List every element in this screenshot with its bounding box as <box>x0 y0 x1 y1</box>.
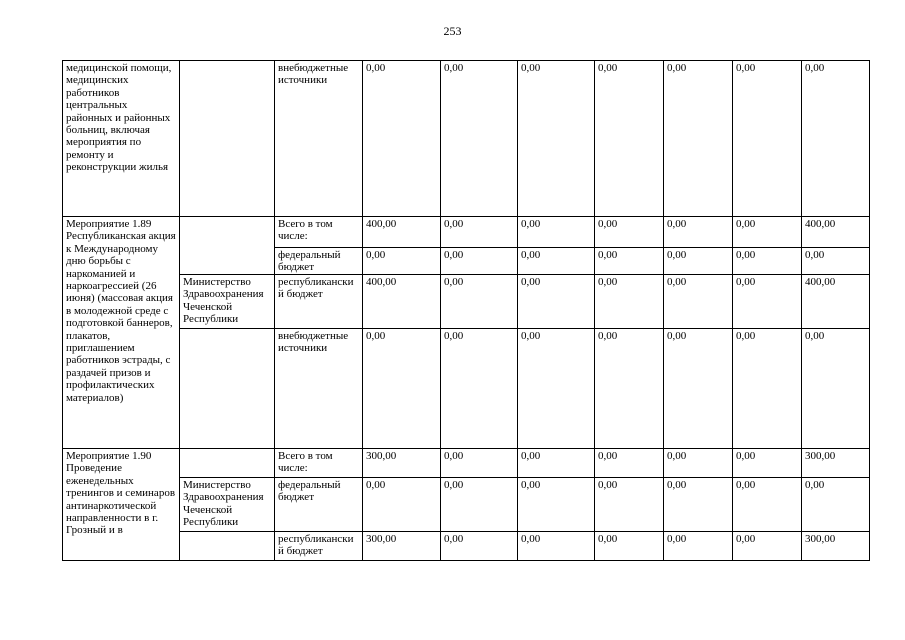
value-cell: 0,00 <box>733 248 802 275</box>
value-cell: 0,00 <box>733 478 802 532</box>
table-row <box>63 275 870 329</box>
value-cell: 0,00 <box>733 275 802 329</box>
executor-cell-empty <box>180 329 275 449</box>
funding-source-cell: республиканский бюджет <box>275 532 363 561</box>
value-cell: 0,00 <box>441 275 518 329</box>
value-cell: 0,00 <box>733 449 802 478</box>
value-cell: 0,00 <box>441 248 518 275</box>
value-cell: 0,00 <box>441 61 518 217</box>
value-cell: 400,00 <box>802 275 870 329</box>
value-cell: 0,00 <box>802 329 870 449</box>
value-cell: 0,00 <box>518 449 595 478</box>
value-cell: 300,00 <box>802 449 870 478</box>
value-cell: 0,00 <box>733 532 802 561</box>
value-cell: 400,00 <box>802 217 870 248</box>
executor-cell-empty <box>180 217 275 275</box>
measure-name-cell: Мероприятие 1.90 Проведение еженедельных тренингов и семинаров антинаркотической направленности в г. Грозный и в <box>63 449 180 561</box>
value-cell: 300,00 <box>363 532 441 561</box>
value-cell: 0,00 <box>664 217 733 248</box>
value-cell: 0,00 <box>441 478 518 532</box>
value-cell: 0,00 <box>441 449 518 478</box>
value-cell: 0,00 <box>363 61 441 217</box>
value-cell: 0,00 <box>518 532 595 561</box>
value-cell: 0,00 <box>518 248 595 275</box>
value-cell: 0,00 <box>802 248 870 275</box>
value-cell: 0,00 <box>363 248 441 275</box>
value-cell: 0,00 <box>802 478 870 532</box>
funding-source-cell: республиканский бюджет <box>275 275 363 329</box>
value-cell: 0,00 <box>595 61 664 217</box>
value-cell: 400,00 <box>363 217 441 248</box>
value-cell: 0,00 <box>595 217 664 248</box>
value-cell: 0,00 <box>733 329 802 449</box>
table-row <box>63 478 870 532</box>
value-cell: 0,00 <box>664 478 733 532</box>
funding-source-cell: внебюджетные источники <box>275 61 363 217</box>
executor-cell-empty <box>180 532 275 561</box>
value-cell: 0,00 <box>595 449 664 478</box>
measure-name-cell: медицинской помощи, медицинских работников центральных районных и районных больниц, включая мероприятия по ремонту и реконструкции жилья <box>63 61 180 217</box>
value-cell: 0,00 <box>664 329 733 449</box>
value-cell: 0,00 <box>441 217 518 248</box>
value-cell: 0,00 <box>664 532 733 561</box>
value-cell: 0,00 <box>595 478 664 532</box>
value-cell: 0,00 <box>733 61 802 217</box>
value-cell: 0,00 <box>664 61 733 217</box>
page-number: 253 <box>443 24 462 38</box>
value-cell: 0,00 <box>664 449 733 478</box>
value-cell: 300,00 <box>802 532 870 561</box>
value-cell: 0,00 <box>518 61 595 217</box>
value-cell: 0,00 <box>518 329 595 449</box>
funding-source-cell: Всего в том числе: <box>275 217 363 248</box>
executor-cell: Министерство Здравоохранения Чеченской Республики <box>180 478 275 532</box>
value-cell: 0,00 <box>802 61 870 217</box>
value-cell: 0,00 <box>664 248 733 275</box>
funding-source-cell: федеральный бюджет <box>275 248 363 275</box>
value-cell: 0,00 <box>595 329 664 449</box>
value-cell: 0,00 <box>518 275 595 329</box>
table-row <box>63 61 870 217</box>
funding-source-cell: Всего в том числе: <box>275 449 363 478</box>
measure-name-cell: Мероприятие 1.89 Республиканская акция к Международному дню борьбы с наркоманией и наркоагрессией (26 июня) (массовая акция в молодежной среде с подготовкой баннеров, плакатов, приглашением работников эстрады, с раздачей призов и профилактических материалов) <box>63 217 180 449</box>
table-row <box>63 449 870 478</box>
value-cell: 0,00 <box>441 329 518 449</box>
table-row <box>63 532 870 561</box>
budget-table <box>62 60 870 561</box>
executor-cell <box>180 61 275 217</box>
table-row <box>63 217 870 248</box>
executor-cell: Министерство Здравоохранения Чеченской Республики <box>180 275 275 329</box>
value-cell: 0,00 <box>595 248 664 275</box>
value-cell: 0,00 <box>595 532 664 561</box>
value-cell: 0,00 <box>595 275 664 329</box>
value-cell: 300,00 <box>363 449 441 478</box>
value-cell: 0,00 <box>363 478 441 532</box>
funding-source-cell: внебюджетные источники <box>275 329 363 449</box>
table-row <box>63 329 870 449</box>
executor-cell-empty <box>180 449 275 478</box>
value-cell: 0,00 <box>664 275 733 329</box>
value-cell: 0,00 <box>363 329 441 449</box>
value-cell: 400,00 <box>363 275 441 329</box>
value-cell: 0,00 <box>441 532 518 561</box>
value-cell: 0,00 <box>518 478 595 532</box>
funding-source-cell: федеральный бюджет <box>275 478 363 532</box>
value-cell: 0,00 <box>518 217 595 248</box>
value-cell: 0,00 <box>733 217 802 248</box>
